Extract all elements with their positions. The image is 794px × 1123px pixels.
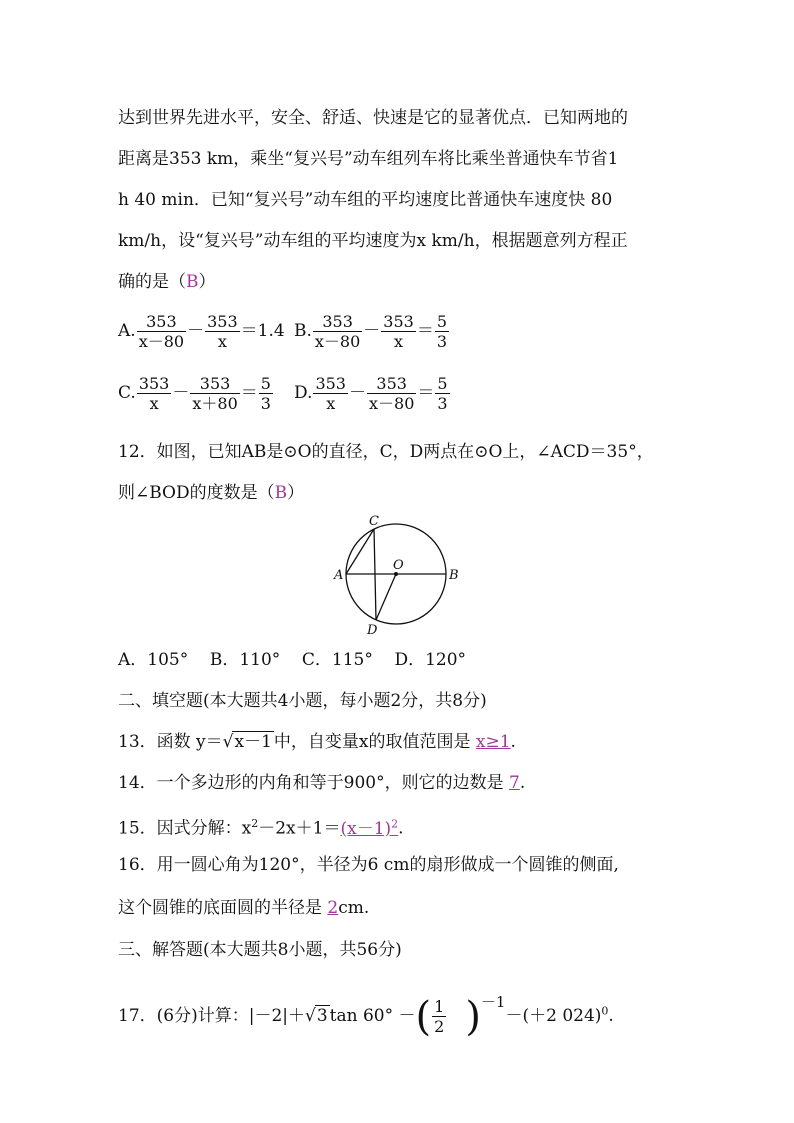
p14-end: . (519, 773, 526, 793)
p11-line-5 (118, 270, 216, 294)
p15-answer-base: (x－1) (340, 818, 392, 839)
opt-c-frac-1 (137, 374, 172, 413)
p14-line (118, 771, 525, 795)
opt-a-minus: － (187, 321, 205, 341)
opt-b-n2: 353 (383, 312, 414, 331)
p17-sqrt-rad: 3 (316, 1006, 328, 1026)
p11-line-5-close: ） (198, 272, 216, 292)
sqrt-sign-icon-2: √ (304, 1006, 316, 1026)
p11-line-2: 距离是353 km，乘坐“复兴号”动车组列车将比乘坐普通快车节省1 (118, 149, 619, 169)
opt-d-d3: 3 (437, 394, 448, 413)
opt-b-label: B. (294, 321, 312, 341)
opt-d-d2: x－80 (368, 394, 415, 413)
p15-mid: －2x＋1＝ (258, 818, 341, 839)
sqrt-sign-icon: √ (222, 732, 234, 752)
opt-b-frac-3 (435, 312, 449, 351)
opt-d-frac-2 (367, 374, 416, 413)
opt-b-d1: x－80 (314, 332, 361, 351)
p12-line-1: 12．如图，已知AB是⊙O的直径，C，D两点在⊙O上，∠ACD＝35°， (118, 442, 654, 462)
label-b: B (449, 568, 459, 583)
p17-tan: tan 60° － (329, 1006, 416, 1026)
p17-frac-n: 1 (434, 997, 445, 1016)
p16-line-2 (118, 896, 369, 920)
p14-text: 14．一个多边形的内角和等于900°，则它的边数是 (118, 773, 509, 793)
opt-b-eq: ＝ (416, 321, 434, 341)
p11-option-c (118, 374, 274, 413)
label-o: O (393, 558, 404, 573)
p15-prefix: 15．因式分解：x (118, 818, 252, 839)
p16-line-1: 16．用一圆心角为120°，半径为6 cm的扇形做成一个圆锥的侧面, (118, 855, 619, 875)
p17-line (118, 982, 614, 1040)
p17-end: . (608, 1006, 614, 1026)
section-3-title: 三、解答题(本大题共8小题，共56分) (118, 940, 402, 960)
opt-d-d1: x (326, 394, 336, 413)
opt-a-frac-2 (205, 312, 240, 351)
p11-line-5-text: 确的是（ (118, 272, 186, 292)
label-a: A (334, 568, 344, 583)
p13-mid: 中，自变量x的取值范围是 (273, 732, 476, 752)
p17-frac (432, 997, 446, 1036)
p15-end: . (398, 818, 404, 839)
p12-options: A．105° B．110° C．115° D．120° (118, 650, 467, 670)
chord-ac (346, 529, 374, 574)
p11-line-4: km/h，设“复兴号”动车组的平均速度为x km/h，根据题意列方程正 (118, 231, 628, 251)
opt-c-n2: 353 (190, 374, 239, 394)
label-d: D (367, 623, 378, 638)
opt-b-d3: 3 (436, 332, 448, 351)
opt-d-frac-1 (313, 374, 348, 413)
p17-tail-sup: 0 (601, 1004, 609, 1018)
opt-a-n1: 353 (137, 312, 186, 332)
section-2-title: 二、填空题(本大题共4小题，每小题2分，共8分) (118, 691, 487, 711)
opt-c-n1: 353 (138, 374, 170, 393)
p14-answer: 7 (508, 773, 520, 793)
p11-option-a (118, 312, 285, 351)
opt-b-d2: x (394, 332, 404, 351)
opt-c-label: C. (118, 383, 136, 403)
p11-option-b (294, 312, 450, 351)
opt-c-frac-2 (190, 374, 239, 413)
circle-figure-svg (330, 510, 470, 640)
opt-c-minus: － (172, 383, 190, 403)
opt-a-label: A. (118, 321, 136, 341)
p12-answer: B (274, 483, 288, 503)
opt-d-n1: 353 (315, 374, 346, 393)
opt-d-frac-3 (435, 374, 449, 413)
opt-b-minus: － (363, 321, 381, 341)
opt-b-n1: 353 (313, 312, 362, 332)
opt-b-frac-1 (313, 312, 362, 351)
opt-d-n2: 353 (367, 374, 416, 394)
p16-answer: 2 (327, 898, 339, 918)
p13-line (118, 730, 516, 754)
opt-a-n2: 353 (207, 312, 238, 331)
left-paren-icon: ( (415, 993, 432, 1040)
radius-od (376, 574, 396, 620)
p15-sup: 2 (251, 817, 259, 830)
opt-a-d1: x－80 (138, 332, 185, 351)
opt-d-eq: ＝ (417, 383, 435, 403)
p17-tail: －(＋2 024) (505, 1006, 602, 1026)
opt-d-label: D. (294, 383, 313, 403)
opt-b-n3: 5 (436, 312, 448, 331)
p15-answer-sup: 2 (391, 817, 399, 830)
p17-frac-d: 2 (434, 1017, 445, 1036)
p11-line-1: 达到世界先进水平，安全、舒适、快速是它的显著优点．已知两地的 (118, 108, 628, 128)
opt-a-d2: x (217, 332, 227, 351)
opt-c-n3: 5 (260, 374, 271, 393)
opt-c-frac-3 (259, 374, 273, 413)
opt-d-n3: 5 (437, 374, 448, 393)
p12-line-2-close: ） (287, 483, 305, 503)
p11-line-3: h 40 min．已知“复兴号”动车组的平均速度比普通快车速度快 80 (118, 190, 613, 210)
p16-line-2-text: 这个圆锥的底面圆的半径是 (118, 898, 328, 918)
opt-a-frac-1 (137, 312, 186, 351)
circle-figure (330, 510, 470, 640)
right-paren-icon: ) (465, 993, 481, 1040)
opt-c-d2: x＋80 (192, 394, 238, 413)
p15-answer (340, 819, 398, 839)
p11-answer: B (186, 272, 199, 292)
opt-c-eq: ＝ (240, 383, 258, 403)
p13-radicand: x－1 (234, 732, 272, 752)
opt-c-d3: 3 (260, 394, 271, 413)
p16-line-2-end: cm. (338, 898, 370, 918)
p17-exp: －1 (480, 993, 506, 1011)
p13-prefix: 13．函数 y＝ (118, 732, 223, 752)
opt-b-frac-2 (381, 312, 416, 351)
p13-end: . (510, 732, 516, 752)
p12-line-2 (118, 481, 304, 505)
p15-line (118, 812, 404, 841)
opt-a-rhs: ＝1.4 (240, 321, 285, 341)
p12-line-2-text: 则∠BOD的度数是（ (118, 483, 275, 503)
p13-answer: x≥1 (475, 732, 511, 752)
p17-prefix: 17．(6分)计算：|－2|＋ (118, 1006, 305, 1026)
opt-d-minus: － (348, 383, 366, 403)
p11-option-d (294, 374, 451, 413)
label-c: C (369, 514, 379, 529)
opt-c-d1: x (149, 394, 159, 413)
